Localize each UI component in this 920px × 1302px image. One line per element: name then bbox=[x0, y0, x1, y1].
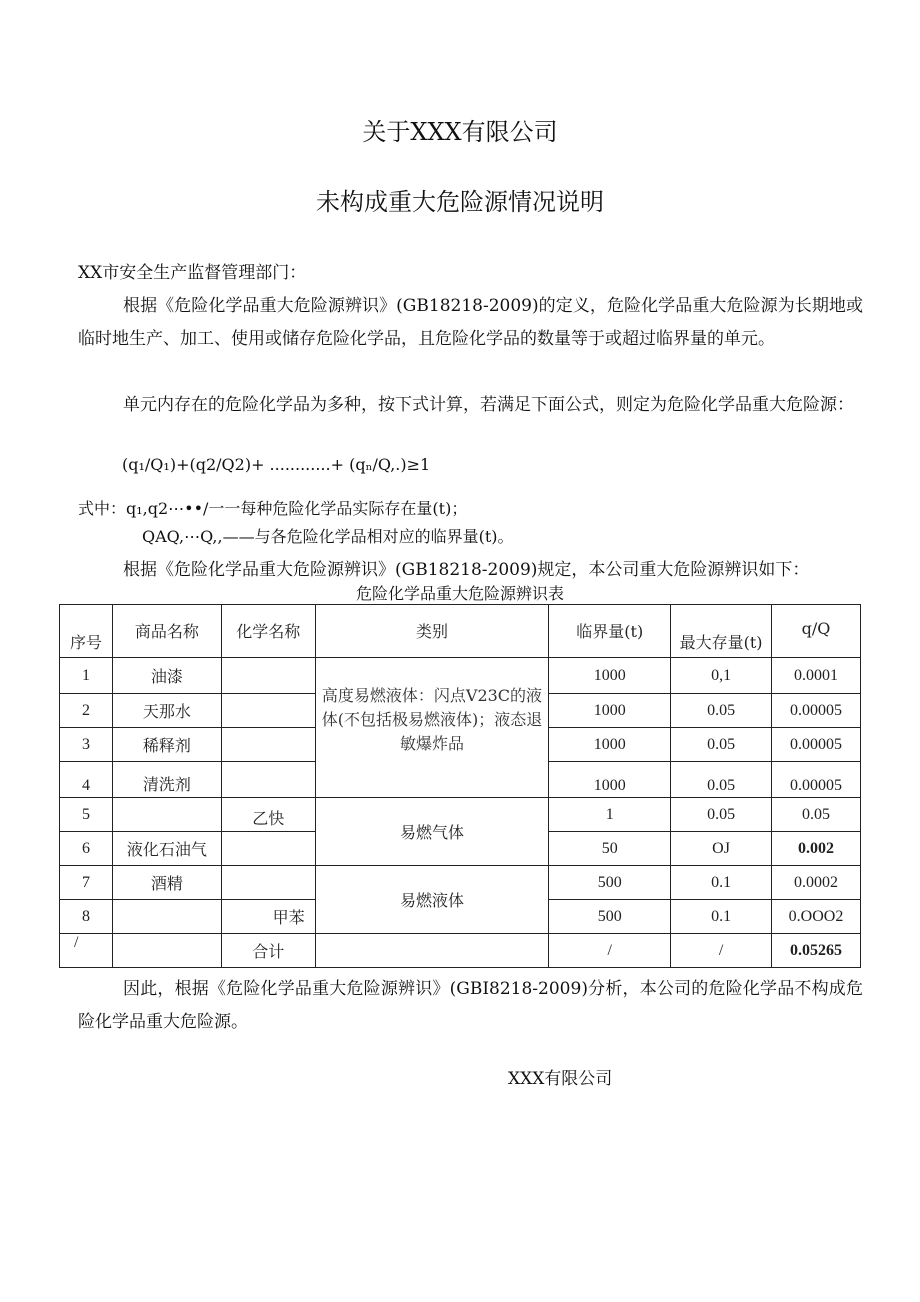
cell-product: 酒精 bbox=[112, 866, 221, 900]
document-subtitle: 未构成重大危险源情况说明 bbox=[316, 188, 604, 216]
cell-product: 清洗剂 bbox=[112, 762, 221, 798]
cell-ratio: 0.002 bbox=[772, 832, 861, 866]
category-flammable-liquid: 易燃液体 bbox=[315, 866, 549, 934]
cell-chemical: 甲苯 bbox=[221, 900, 315, 934]
cell-product: 稀释剂 bbox=[112, 728, 221, 762]
cell-threshold: 50 bbox=[549, 832, 671, 866]
cell-threshold: 1000 bbox=[549, 658, 671, 694]
cell-no: 1 bbox=[60, 658, 113, 694]
cell-product bbox=[112, 798, 221, 832]
header-ratio: q/Q bbox=[772, 605, 861, 658]
category-flammable-gas: 易燃气体 bbox=[315, 798, 549, 866]
cell-max-storage: 0.1 bbox=[671, 866, 772, 900]
table-row bbox=[60, 798, 861, 832]
cell-chemical bbox=[221, 694, 315, 728]
table-header-row bbox=[60, 605, 861, 658]
paragraph-definition: 根据《危险化学品重大危险源辨识》(GB18218-2009)的定义，危险化学品重大危险源为长期地或临时地生产、加工、使用或储存危险化学品，且危险化学品的数量等于或超过临界量的单元。 bbox=[78, 296, 863, 349]
cell-chemical bbox=[221, 866, 315, 900]
paragraph-calculation: 单元内存在的危险化学品为多种，按下式计算，若满足下面公式，则定为危险化学品重大危险源： bbox=[123, 395, 854, 415]
cell-product: 天那水 bbox=[112, 694, 221, 728]
cell-chemical bbox=[221, 658, 315, 694]
cell-no: 4 bbox=[60, 762, 113, 798]
header-threshold: 临界量(t) bbox=[549, 605, 671, 658]
total-label: 合计 bbox=[221, 934, 315, 968]
formula-legend-q: 式中：q₁,q2⋯••/一一每种危险化学品实际存在量(t)； bbox=[78, 499, 468, 518]
cell-ratio: 0.0002 bbox=[772, 866, 861, 900]
addressee: XX市安全生产监督管理部门： bbox=[78, 263, 307, 283]
table-caption: 危险化学品重大危险源辨识表 bbox=[355, 584, 564, 603]
cell-max-storage: 0.05 bbox=[671, 798, 772, 832]
paragraph-conclusion: 因此，根据《危险化学品重大危险源辨识》(GBI8218-2009)分析，本公司的危险化学品不构成危险化学品重大危险源。 bbox=[78, 979, 863, 1032]
cell-threshold: 500 bbox=[549, 900, 671, 934]
cell-max-storage: 0.05 bbox=[671, 728, 772, 762]
cell-threshold: 500 bbox=[549, 866, 671, 900]
cell-product: 油漆 bbox=[112, 658, 221, 694]
cell-max-storage: 0.1 bbox=[671, 900, 772, 934]
cell-max-storage: OJ bbox=[671, 832, 772, 866]
cell-no: 7 bbox=[60, 866, 113, 900]
cell-chemical bbox=[221, 728, 315, 762]
header-max-storage: 最大存量(t) bbox=[671, 605, 772, 658]
total-ratio: 0.05265 bbox=[772, 934, 861, 968]
cell-max-storage: 0.05 bbox=[671, 694, 772, 728]
category-flammable-liquid-high: 高度易燃液体：闪点V23C的液体(不包括极易燃液体)；液态退敏爆炸品 bbox=[315, 658, 549, 798]
cell-chemical bbox=[221, 762, 315, 798]
header-chemical: 化学名称 bbox=[221, 605, 315, 658]
cell-ratio: 0.00005 bbox=[772, 762, 861, 798]
header-category: 类别 bbox=[315, 605, 549, 658]
header-no: 序号 bbox=[60, 605, 113, 658]
cell-threshold: 1 bbox=[549, 798, 671, 832]
total-no: / bbox=[60, 934, 113, 968]
cell-no: 2 bbox=[60, 694, 113, 728]
cell-ratio: 0.05 bbox=[772, 798, 861, 832]
paragraph-identification: 根据《危险化学品重大危险源辨识》(GB18218-2009)规定，本公司重大危险源辨识如下： bbox=[123, 560, 810, 580]
cell-chemical bbox=[221, 832, 315, 866]
cell-ratio: 0.00005 bbox=[772, 728, 861, 762]
cell-max-storage: 0,1 bbox=[671, 658, 772, 694]
header-product: 商品名称 bbox=[112, 605, 221, 658]
cell-no: 3 bbox=[60, 728, 113, 762]
cell-no: 6 bbox=[60, 832, 113, 866]
formula-legend-Q: QAQ,⋯Q,,——与各危险化学品相对应的临界量(t)。 bbox=[142, 527, 514, 546]
cell-chemical: 乙快 bbox=[221, 798, 315, 832]
total-max-storage: / bbox=[671, 934, 772, 968]
formula: (q₁/Q₁)+(q2/Q2)+ ............+ (qₙ/Q,.)≥1 bbox=[122, 455, 431, 474]
document-title: 关于XXX有限公司 bbox=[362, 118, 558, 146]
cell-threshold: 1000 bbox=[549, 762, 671, 798]
cell-no: 5 bbox=[60, 798, 113, 832]
cell-threshold: 1000 bbox=[549, 694, 671, 728]
cell-ratio: 0.0001 bbox=[772, 658, 861, 694]
cell-product bbox=[112, 900, 221, 934]
total-threshold: / bbox=[549, 934, 671, 968]
total-product bbox=[112, 934, 221, 968]
table-row bbox=[60, 866, 861, 900]
cell-max-storage: 0.05 bbox=[671, 762, 772, 798]
table-row bbox=[60, 658, 861, 694]
cell-no: 8 bbox=[60, 900, 113, 934]
cell-product: 液化石油气 bbox=[112, 832, 221, 866]
table-total-row bbox=[60, 934, 861, 968]
cell-ratio: 0.OOO2 bbox=[772, 900, 861, 934]
hazard-identification-table bbox=[59, 604, 861, 968]
cell-ratio: 0.00005 bbox=[772, 694, 861, 728]
cell-threshold: 1000 bbox=[549, 728, 671, 762]
signature: XXX有限公司 bbox=[508, 1069, 613, 1089]
total-category bbox=[315, 934, 549, 968]
